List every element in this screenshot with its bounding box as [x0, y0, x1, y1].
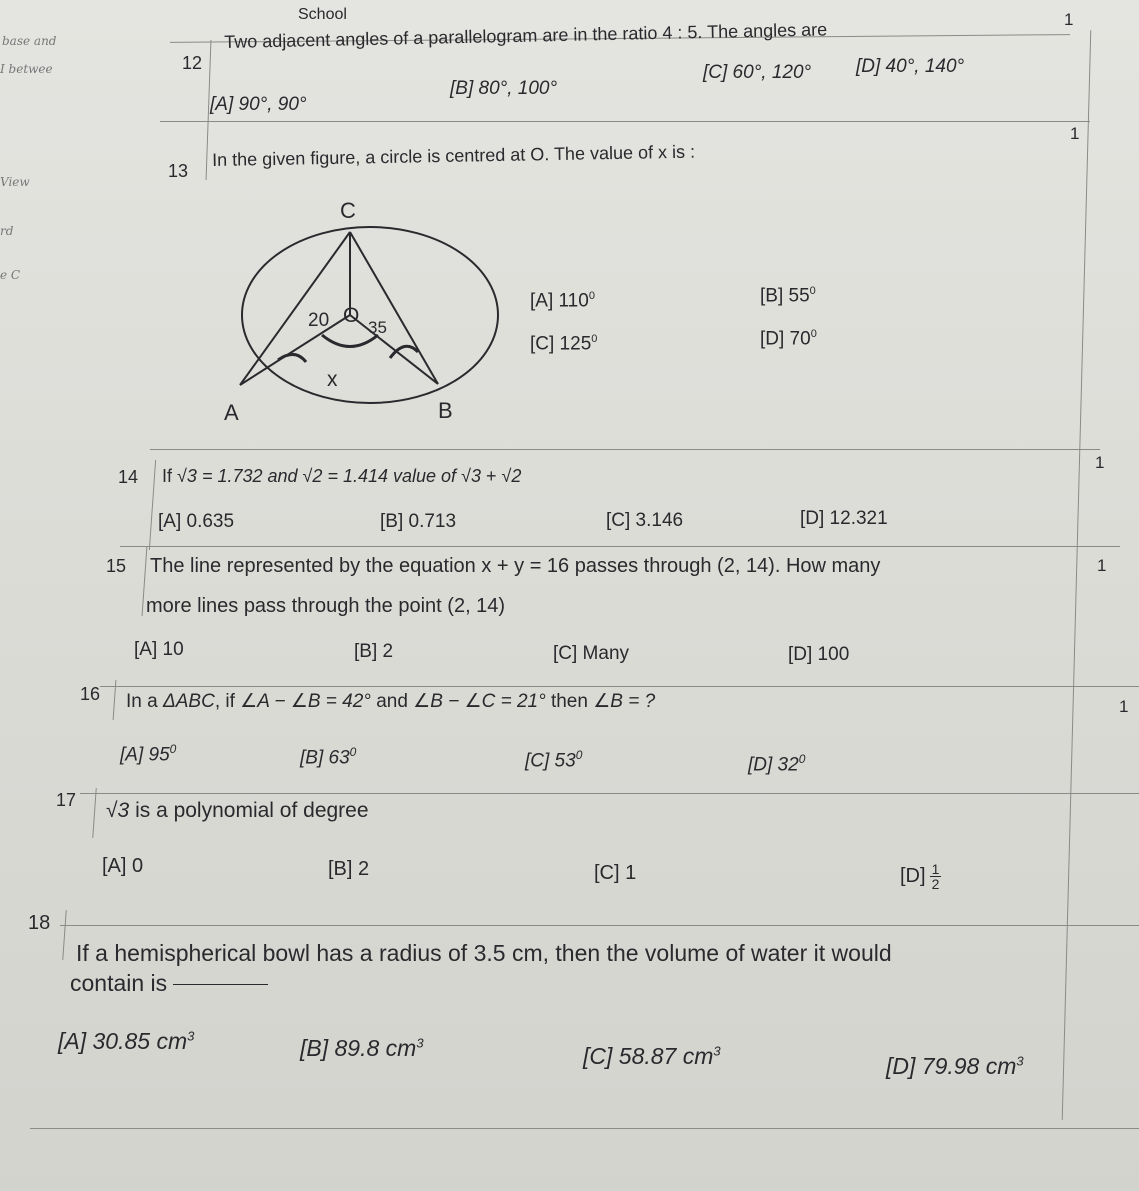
- q15-text-line2: more lines pass through the point (2, 14): [146, 595, 506, 617]
- q12-marks: 1: [1064, 10, 1074, 29]
- column-divider: [149, 460, 156, 550]
- q14-option-c[interactable]: [C] 3.146: [606, 510, 684, 531]
- q12-number: 12: [182, 53, 203, 73]
- row-divider: [60, 925, 1139, 926]
- row-divider: [160, 121, 1090, 122]
- q15-option-a[interactable]: [A] 10: [134, 639, 184, 660]
- q18-option-d[interactable]: [D] 79.98 $cm^3$: [886, 1053, 1024, 1079]
- q13-text: In the given figure, a circle is centred at O. The value of x is :: [212, 141, 696, 170]
- point-c-label: C: [340, 198, 356, 223]
- q13-marks: 1: [1070, 124, 1080, 143]
- angle-x-label: x: [327, 368, 338, 391]
- q13-option-a[interactable]: [A] $110^0$: [530, 290, 595, 312]
- q17-option-c[interactable]: [C] 1: [594, 862, 637, 884]
- margin-text: e C: [0, 268, 21, 282]
- q18-option-a[interactable]: [A] 30.85 $cm^3$: [58, 1028, 195, 1054]
- margin-text: rd: [0, 224, 14, 238]
- q15-number: 15: [106, 556, 127, 576]
- q15-text-line1: The line represented by the equation x + y = 16 passes through (2, 14). How many: [150, 555, 881, 577]
- q16-marks: 1: [1119, 697, 1129, 716]
- answer-blank: [173, 984, 268, 985]
- q18-text-line1: If a hemispherical bowl has a radius of 3.5 cm, then the volume of water it would: [76, 940, 892, 966]
- q13-option-d[interactable]: [D] $70^0$: [760, 328, 817, 350]
- margin-text: I betwee: [0, 62, 53, 76]
- row-divider: [30, 1128, 1139, 1129]
- point-a-label: A: [224, 400, 239, 425]
- q12-option-c[interactable]: [C] 60°, 120°: [703, 62, 812, 83]
- q16-option-d[interactable]: [D] $32^0$: [748, 752, 806, 776]
- angle-20-label: 20: [308, 310, 330, 331]
- q13-number: 13: [168, 161, 189, 181]
- row-divider: [120, 546, 1120, 547]
- q18-number: 18: [28, 912, 51, 934]
- q15-option-c[interactable]: [C] Many: [553, 643, 630, 664]
- chord-cb: [350, 232, 438, 384]
- row-divider: [150, 449, 1100, 450]
- q16-text: In a ΔABC, if ∠A − ∠B = 42° and ∠B − ∠C = 21° then ∠B = ?: [126, 691, 656, 712]
- q17-text: √3 is a polynomial of degree: [106, 799, 369, 822]
- chord-ca: [240, 232, 350, 385]
- circle: [242, 227, 498, 403]
- q14-text: If √3 = 1.732 and √2 = 1.414 value of √3 + √2: [162, 466, 522, 486]
- q16-option-b[interactable]: [B] $63^0$: [300, 745, 357, 769]
- angle-20-arc: [278, 354, 306, 362]
- q14-option-a[interactable]: [A] 0.635: [158, 511, 235, 532]
- q17-option-a[interactable]: [A] 0: [102, 855, 144, 877]
- row-divider: [100, 686, 1139, 687]
- q16-option-c[interactable]: [C] $53^0$: [525, 748, 583, 772]
- margin-text: base and: [2, 34, 57, 48]
- column-divider: [62, 910, 66, 960]
- q18-text-line2: contain is: [70, 970, 268, 997]
- q14-number: 14: [118, 467, 139, 487]
- q12-option-b[interactable]: [B] 80°, 100°: [450, 78, 558, 99]
- q14-marks: 1: [1095, 453, 1105, 472]
- one-half-fraction: $\frac{1}{2}$: [931, 861, 940, 892]
- q14-option-d[interactable]: [D] 12.321: [800, 508, 888, 529]
- q18-option-c[interactable]: [C] 58.87 $cm^3$: [583, 1043, 721, 1069]
- q13-option-b[interactable]: [B] $55^0$: [760, 285, 816, 307]
- q17-number: 17: [56, 790, 77, 810]
- q12-text: Two adjacent angles of a parallelogram are in the ratio 4 : 5. The angles are: [224, 19, 828, 52]
- q16-number: 16: [80, 684, 101, 704]
- point-o-label: O: [343, 304, 360, 327]
- column-divider: [92, 788, 96, 838]
- q18-option-b[interactable]: [B] 89.8 $cm^3$: [300, 1035, 424, 1061]
- q15-option-d[interactable]: [D] 100: [788, 644, 850, 665]
- q16-option-a[interactable]: [A] $95^0$: [120, 742, 177, 766]
- q14-option-b[interactable]: [B] 0.713: [380, 511, 457, 532]
- angle-35-label: 35: [368, 318, 387, 337]
- q15-marks: 1: [1097, 556, 1107, 575]
- q12-option-d[interactable]: [D] 40°, 140°: [856, 56, 965, 77]
- point-b-label: B: [438, 398, 453, 423]
- q13-option-c[interactable]: [C] $125^0$: [530, 333, 598, 355]
- q15-option-b[interactable]: [B] 2: [354, 641, 394, 662]
- margin-text: View: [0, 175, 30, 189]
- q17-option-b[interactable]: [B] 2: [328, 858, 370, 880]
- school-label: School: [298, 6, 347, 23]
- q12-option-a[interactable]: [A] 90°, 90°: [210, 94, 307, 115]
- column-divider: [1062, 30, 1092, 1120]
- radius-ob: [350, 315, 438, 384]
- row-divider: [80, 793, 1139, 794]
- q17-option-d[interactable]: [D] $\frac{1}{2}$: [900, 861, 940, 892]
